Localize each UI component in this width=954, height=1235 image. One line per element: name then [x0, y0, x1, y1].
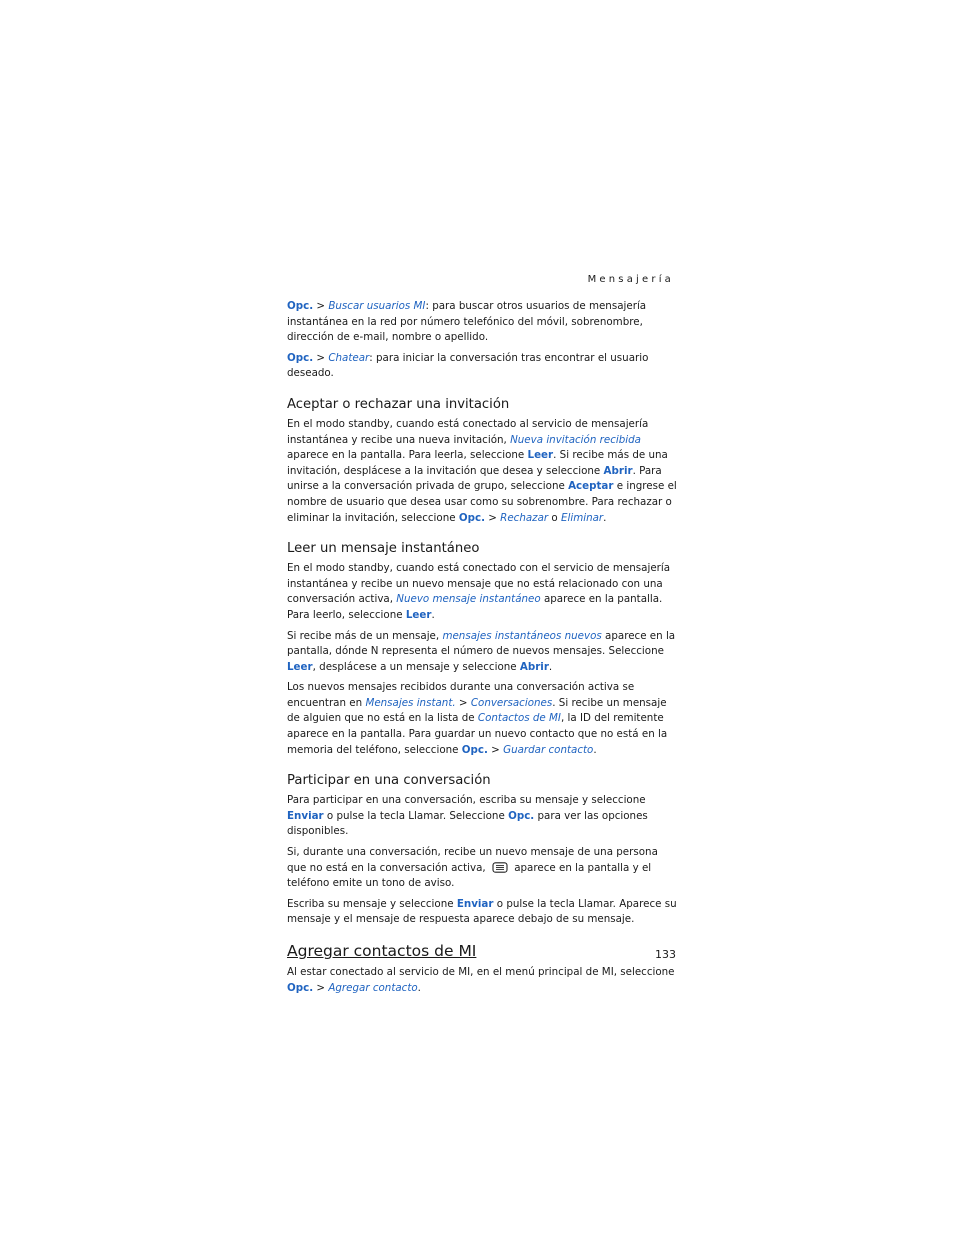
paragraph-text: . Si recibe más de una invitación, desplácese a la invitación que desea y seleccione	[287, 449, 668, 477]
paragraph-text: e ingrese el nombre de usuario que desea usar como su sobrenombre. Para rechazar o eliminar la invitación, seleccione	[287, 480, 677, 524]
paragraph-text: para ver las opciones disponibles.	[287, 809, 648, 838]
paragraph-text: .	[593, 743, 597, 756]
leer-softkey: Leer	[287, 660, 313, 673]
menu-rechazar: Rechazar	[500, 511, 549, 524]
menu-mensajes-instant: Mensajes instant.	[365, 696, 456, 709]
opc-softkey: Opc.	[287, 300, 314, 312]
paragraph-text: o pulse la tecla Llamar. Seleccione	[323, 809, 509, 822]
paragraph-text: Al estar conectado al servicio de MI, en el menú principal de MI, seleccione	[287, 966, 675, 978]
paragraph-text: Escriba su mensaje y seleccione	[287, 897, 457, 910]
paragraph-text: Los nuevos mensajes recibidos durante una conversación activa se encuentran en	[287, 681, 635, 709]
paragraph-text: .	[603, 511, 607, 524]
paragraph-text: , la ID del remitente aparece en la pantalla. Para guardar un nuevo contacto que no está en la memoria del teléfono, seleccione	[287, 712, 668, 756]
paragraph-text: . Si recibe un mensaje de alguien que no está en la lista de	[287, 696, 667, 725]
paragraph-text: . Para unirse a la conversación privada de grupo, seleccione	[287, 464, 662, 493]
paragraph-text: En el modo standby, cuando está conectado con el servicio de mensajería instantánea y recibe un nuevo mensaje que no está relacionado con una conversación activa,	[287, 562, 671, 606]
menu-eliminar: Eliminar	[560, 511, 604, 524]
paragraph-text: aparece en la pantalla. Para leerlo, seleccione	[287, 593, 663, 621]
paragraph-read-message-1	[287, 561, 679, 623]
menu-buscar-usuarios: Buscar usuarios MI	[328, 300, 426, 312]
opc-softkey: Opc.	[287, 351, 314, 364]
abrir-softkey: Abrir	[603, 464, 633, 477]
heading-read-message: Leer un mensaje instantáneo	[287, 541, 480, 557]
path-separator: >	[313, 351, 329, 364]
opc-softkey: Opc.	[287, 981, 314, 994]
paragraph-participate-2	[287, 845, 679, 892]
paragraph-accept-invitation	[287, 417, 679, 526]
chat-message-icon	[492, 862, 508, 873]
heading-accept-invitation: Aceptar o rechazar una invitación	[287, 396, 510, 412]
path-separator: >	[484, 511, 501, 524]
paragraph-text: , desplácese a un mensaje y seleccione	[312, 660, 520, 673]
abrir-softkey: Abrir	[519, 660, 549, 673]
heading-add-contacts: Agregar contactos de MI	[287, 942, 477, 960]
paragraph-search-users	[287, 299, 679, 346]
menu-contactos-de-mi: Contactos de MI	[477, 712, 561, 725]
paragraph-text: : para buscar otros usuarios de mensajería instantánea en la red por número telefónico del móvil, sobrenombre, dirección de e-mail, nombre o apellido.	[287, 300, 647, 344]
running-header: Mensajería	[587, 274, 674, 285]
paragraph-text: En el modo standby, cuando está conectado al servicio de mensajería instantánea y recibe una nueva invitación,	[287, 417, 649, 446]
menu-agregar-contacto: Agregar contacto	[328, 981, 418, 994]
enviar-softkey: Enviar	[287, 809, 324, 822]
paragraph-participate-3	[287, 897, 679, 928]
enviar-softkey: Enviar	[456, 897, 494, 910]
leer-softkey: Leer	[405, 608, 432, 621]
display-mensajes-nuevos: mensajes instantáneos nuevos	[442, 629, 602, 642]
paragraph-participate-1	[287, 793, 679, 840]
paragraph-text: .	[417, 981, 421, 994]
paragraph-chat	[287, 351, 679, 382]
path-separator: >	[313, 981, 329, 994]
paragraph-text: o	[548, 511, 561, 524]
page-number: 133	[655, 948, 676, 961]
paragraph-text: Para participar en una conversación, escriba su mensaje y seleccione	[287, 794, 646, 807]
heading-participate: Participar en una conversación	[287, 773, 491, 789]
path-separator: >	[487, 743, 504, 756]
paragraph-text: : para iniciar la conversación tras encontrar el usuario deseado.	[287, 351, 649, 380]
paragraph-read-message-2	[287, 629, 679, 676]
paragraph-text: aparece en la pantalla y el teléfono emite un tono de aviso.	[287, 861, 652, 890]
paragraph-add-contacts	[287, 965, 679, 996]
paragraph-text: .	[548, 660, 553, 673]
path-separator: >	[455, 696, 471, 709]
paragraph-text: .	[431, 608, 435, 621]
page-content	[287, 299, 679, 1001]
paragraph-text: Si recibe más de un mensaje,	[287, 629, 443, 642]
path-separator: >	[313, 300, 329, 312]
display-nuevo-mensaje: Nuevo mensaje instantáneo	[396, 593, 541, 606]
menu-conversaciones: Conversaciones	[470, 696, 553, 709]
menu-chatear: Chatear	[328, 351, 370, 364]
paragraph-text: Si, durante una conversación, recibe un nuevo mensaje de una persona que no está en la conversación activa,	[287, 846, 658, 874]
leer-softkey: Leer	[527, 449, 554, 462]
paragraph-read-message-3	[287, 680, 679, 758]
opc-softkey: Opc.	[458, 511, 485, 524]
aceptar-softkey: Aceptar	[568, 480, 614, 493]
paragraph-text: aparece en la pantalla, dónde N representa el número de nuevos mensajes. Seleccione	[287, 629, 676, 658]
opc-softkey: Opc.	[461, 743, 488, 756]
paragraph-text: aparece en la pantalla. Para leerla, seleccione	[287, 449, 528, 462]
display-nueva-invitacion: Nueva invitación recibida	[510, 433, 641, 446]
menu-guardar-contacto: Guardar contacto	[503, 743, 594, 756]
paragraph-text: o pulse la tecla Llamar. Aparece su mensaje y el mensaje de respuesta aparece debajo de su mensaje.	[287, 897, 677, 926]
opc-softkey: Opc.	[508, 809, 535, 822]
